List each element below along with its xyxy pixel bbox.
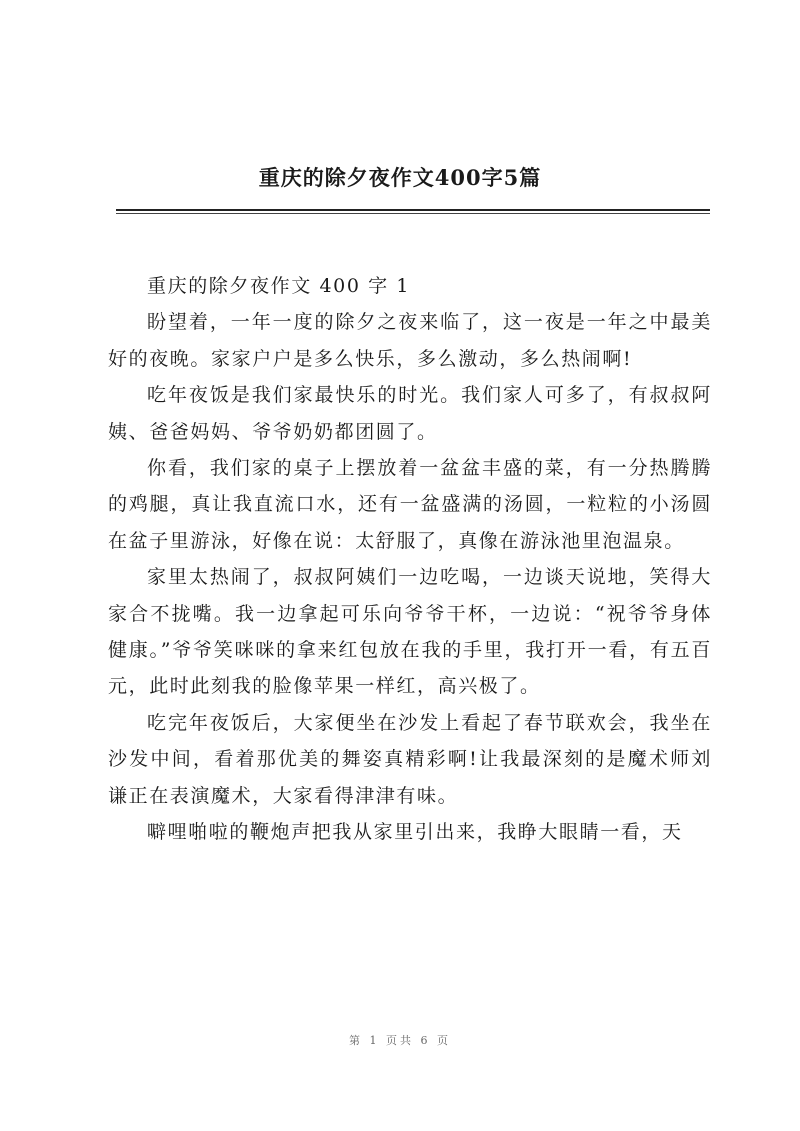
paragraph: 噼哩啪啦的鞭炮声把我从家里引出来，我睁大眼睛一看，天 xyxy=(147,821,683,844)
paragraph: 盼望着，一年一度的除夕之夜来临了，这一夜是一年之中最美好的夜晚。家家户户是多么快乐，多么激动，多么热闹啊! xyxy=(108,311,712,370)
paragraph: 家里太热闹了，叔叔阿姨们一边吃喝，一边谈天说地，笑得大家合不拢嘴。我一边拿起可乐向爷爷干杯，一边说：“祝爷爷身体健康。”爷爷笑咪咪的拿来红包放在我的手里，我打开一看，有五百元，此时此刻我的脸像苹果一样红，高兴极了。 xyxy=(108,566,712,698)
paragraph: 你看，我们家的桌子上摆放着一盆盆丰盛的菜，有一分热腾腾的鸡腿，真让我直流口水，还有一盆盛满的汤圆，一粒粒的小汤圆在盆子里游泳，好像在说：太舒服了，真像在游泳池里泡温泉。 xyxy=(108,457,712,552)
document-body xyxy=(108,268,712,851)
paragraph: 吃年夜饭是我们家最快乐的时光。我们家人可多了，有叔叔阿姨、爸爸妈妈、爷爷奶奶都团圆了。 xyxy=(108,384,712,443)
section-heading: 重庆的除夕夜作文 400 字 1 xyxy=(147,275,411,297)
title-divider xyxy=(116,209,710,211)
page-number-footer: 第 1 页共 6 页 xyxy=(349,1034,451,1047)
page-title: 重庆的除夕夜作文400字5篇 xyxy=(258,165,542,190)
paragraph: 吃完年夜饭后，大家便坐在沙发上看起了春节联欢会，我坐在沙发中间，看着那优美的舞姿真精彩啊!让我最深刻的是魔术师刘谦正在表演魔术，大家看得津津有味。 xyxy=(108,711,712,807)
title-divider-thin xyxy=(116,213,710,214)
